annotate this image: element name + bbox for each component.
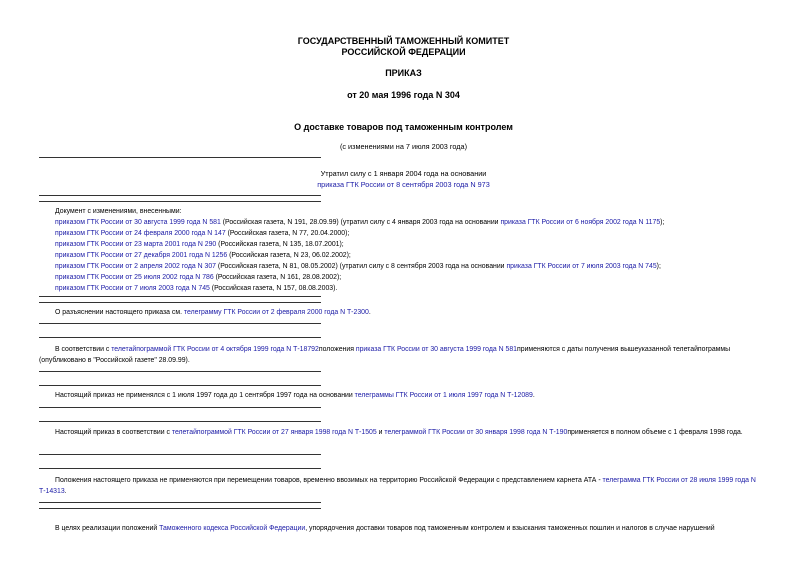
note-link[interactable]: телеграмму ГТК России от 2 февраля 2000 года N Т-2300 [183, 309, 369, 316]
separator [39, 323, 321, 324]
separator [39, 468, 321, 469]
amendments-note: (с изменениями на 7 июля 2003 года) [339, 142, 468, 151]
note-teletype: В соответствии с телетайпограммой ГТК России от 4 октября 1999 года N Т-18792положения приказа ГТК России от 30 августа 1999 года N 581применяются с даты получения вышеуказанной телетайпограммы (опубликовано в "Российской газете" 28.09.99). [39, 346, 731, 364]
note-link[interactable]: приказа ГТК России от 30 августа 1999 года N 581 [355, 346, 518, 353]
separator [39, 296, 321, 297]
change-link[interactable]: приказом ГТК России от 27 декабря 2001 года N 1256 [55, 252, 228, 259]
note-ata-carnet: Положения настоящего приказа не применяются при перемещении товаров, временно ввозимых на территорию Российской Федерации с представлением карнета АТА - телеграмма ГТК России от 28 июля 1999 года N Т-14313. [39, 477, 756, 495]
note-full-application: Настоящий приказ в соответствии с телетайпограммой ГТК России от 27 января 1998 года N Т-1505 и телеграммой ГТК России от 30 января 1998 года N Т-190применяется в полном объеме с 1 февраля 1998 года. [55, 429, 743, 436]
changes-intro: Документ с изменениями, внесенными: [55, 208, 182, 215]
separator [39, 195, 321, 196]
change-link[interactable]: приказом ГТК России от 25 июля 2002 года N 786 [55, 274, 214, 281]
list-item: приказом ГТК России от 25 июля 2002 года N 786 (Российская газета, N 161, 28.08.2002); [55, 274, 342, 281]
change-link[interactable]: приказом ГТК России от 2 апреля 2002 года N 307 [55, 263, 217, 270]
change-link[interactable]: приказом ГТК России от 23 марта 2001 года N 290 [55, 241, 217, 248]
separator [39, 502, 321, 503]
note-link[interactable]: телетайпограммой ГТК России от 4 октября 1999 года N Т-18792 [111, 346, 319, 353]
change-link[interactable]: приказом ГТК России от 24 февраля 2000 года N 147 [55, 230, 226, 237]
change-link[interactable]: приказа ГТК России от 7 июля 2003 года N 745 [506, 263, 657, 270]
separator [39, 157, 321, 158]
separator [39, 302, 321, 303]
change-link[interactable]: приказа ГТК России от 6 ноября 2002 года N 1175 [500, 219, 661, 226]
changes-list [55, 206, 767, 294]
list-item: приказом ГТК России от 27 декабря 2001 года N 1256 (Российская газета, N 23, 06.02.2002); [55, 252, 351, 259]
separator [39, 508, 321, 509]
separator [39, 337, 321, 338]
validity-text: Утратил силу с 1 января 2004 года на основании [320, 169, 487, 178]
note-link[interactable]: телеграммы ГТК России от 1 июля 1997 года N Т-12089 [354, 392, 533, 399]
separator [39, 454, 321, 455]
document-date: от 20 мая 1996 года N 304 [347, 90, 460, 100]
validity-link[interactable]: приказа ГТК России от 8 сентября 2003 года N 973 [317, 180, 490, 189]
separator [39, 421, 321, 422]
body-paragraph: В целях реализации положений Таможенного кодекса Российской Федерации, упорядочения доставки товаров под таможенным контролем и взыскания таможенных пошлин и налогов в случае нарушений [55, 525, 715, 532]
issuer-line-1: ГОСУДАРСТВЕННЫЙ ТАМОЖЕННЫЙ КОМИТЕТ [297, 36, 510, 46]
list-item: приказом ГТК России от 23 марта 2001 года N 290 (Российская газета, N 135, 18.07.2001); [55, 241, 344, 248]
note-link[interactable]: телетайпограммой ГТК России от 27 января 1998 года N Т-1505 [171, 429, 377, 436]
list-item: приказом ГТК России от 2 апреля 2002 года N 307 (Российская газета, N 81, 08.05.2002) (утратил силу с 8 сентября 2003 года на основании приказа ГТК России от 7 июля 2003 года N 745); [55, 263, 661, 270]
code-link[interactable]: Таможенного кодекса Российской Федерации [159, 525, 306, 532]
note-link[interactable]: телеграмма ГТК России от 28 июля 1999 года N Т-14313 [39, 477, 756, 495]
issuer-line-2: РОССИЙСКОЙ ФЕДЕРАЦИИ [341, 47, 466, 57]
separator [39, 385, 321, 386]
note-suspension: Настоящий приказ не применялся с 1 июля 1997 года до 1 сентября 1997 года на основании телеграммы ГТК России от 1 июля 1997 года N Т-12089. [55, 392, 535, 399]
separator [39, 407, 321, 408]
note-clarification: О разъяснении настоящего приказа см. телеграмму ГТК России от 2 февраля 2000 года N Т-2300. [55, 309, 371, 316]
list-item: приказом ГТК России от 24 февраля 2000 года N 147 (Российская газета, N 77, 20.04.2000); [55, 230, 350, 237]
document-title: О доставке товаров под таможенным контролем [294, 122, 513, 132]
list-item: приказом ГТК России от 7 июля 2003 года N 745 (Российская газета, N 157, 08.08.2003). [55, 285, 338, 292]
change-link[interactable]: приказом ГТК России от 7 июля 2003 года N 745 [55, 285, 210, 292]
note-link[interactable]: телеграммой ГТК России от 30 января 1998 года N Т-190 [384, 429, 568, 436]
separator [39, 371, 321, 372]
validity-link-line [0, 179, 807, 190]
change-link[interactable]: приказом ГТК России от 30 августа 1999 года N 581 [55, 219, 221, 226]
separator [39, 201, 321, 202]
document-type: ПРИКАЗ [385, 68, 422, 78]
list-item: приказом ГТК России от 30 августа 1999 года N 581 (Российская газета, N 191, 28.09.99) (утратил силу с 4 января 2003 года на основании приказа ГТК России от 6 ноября 2002 года N 1175); [55, 219, 665, 226]
